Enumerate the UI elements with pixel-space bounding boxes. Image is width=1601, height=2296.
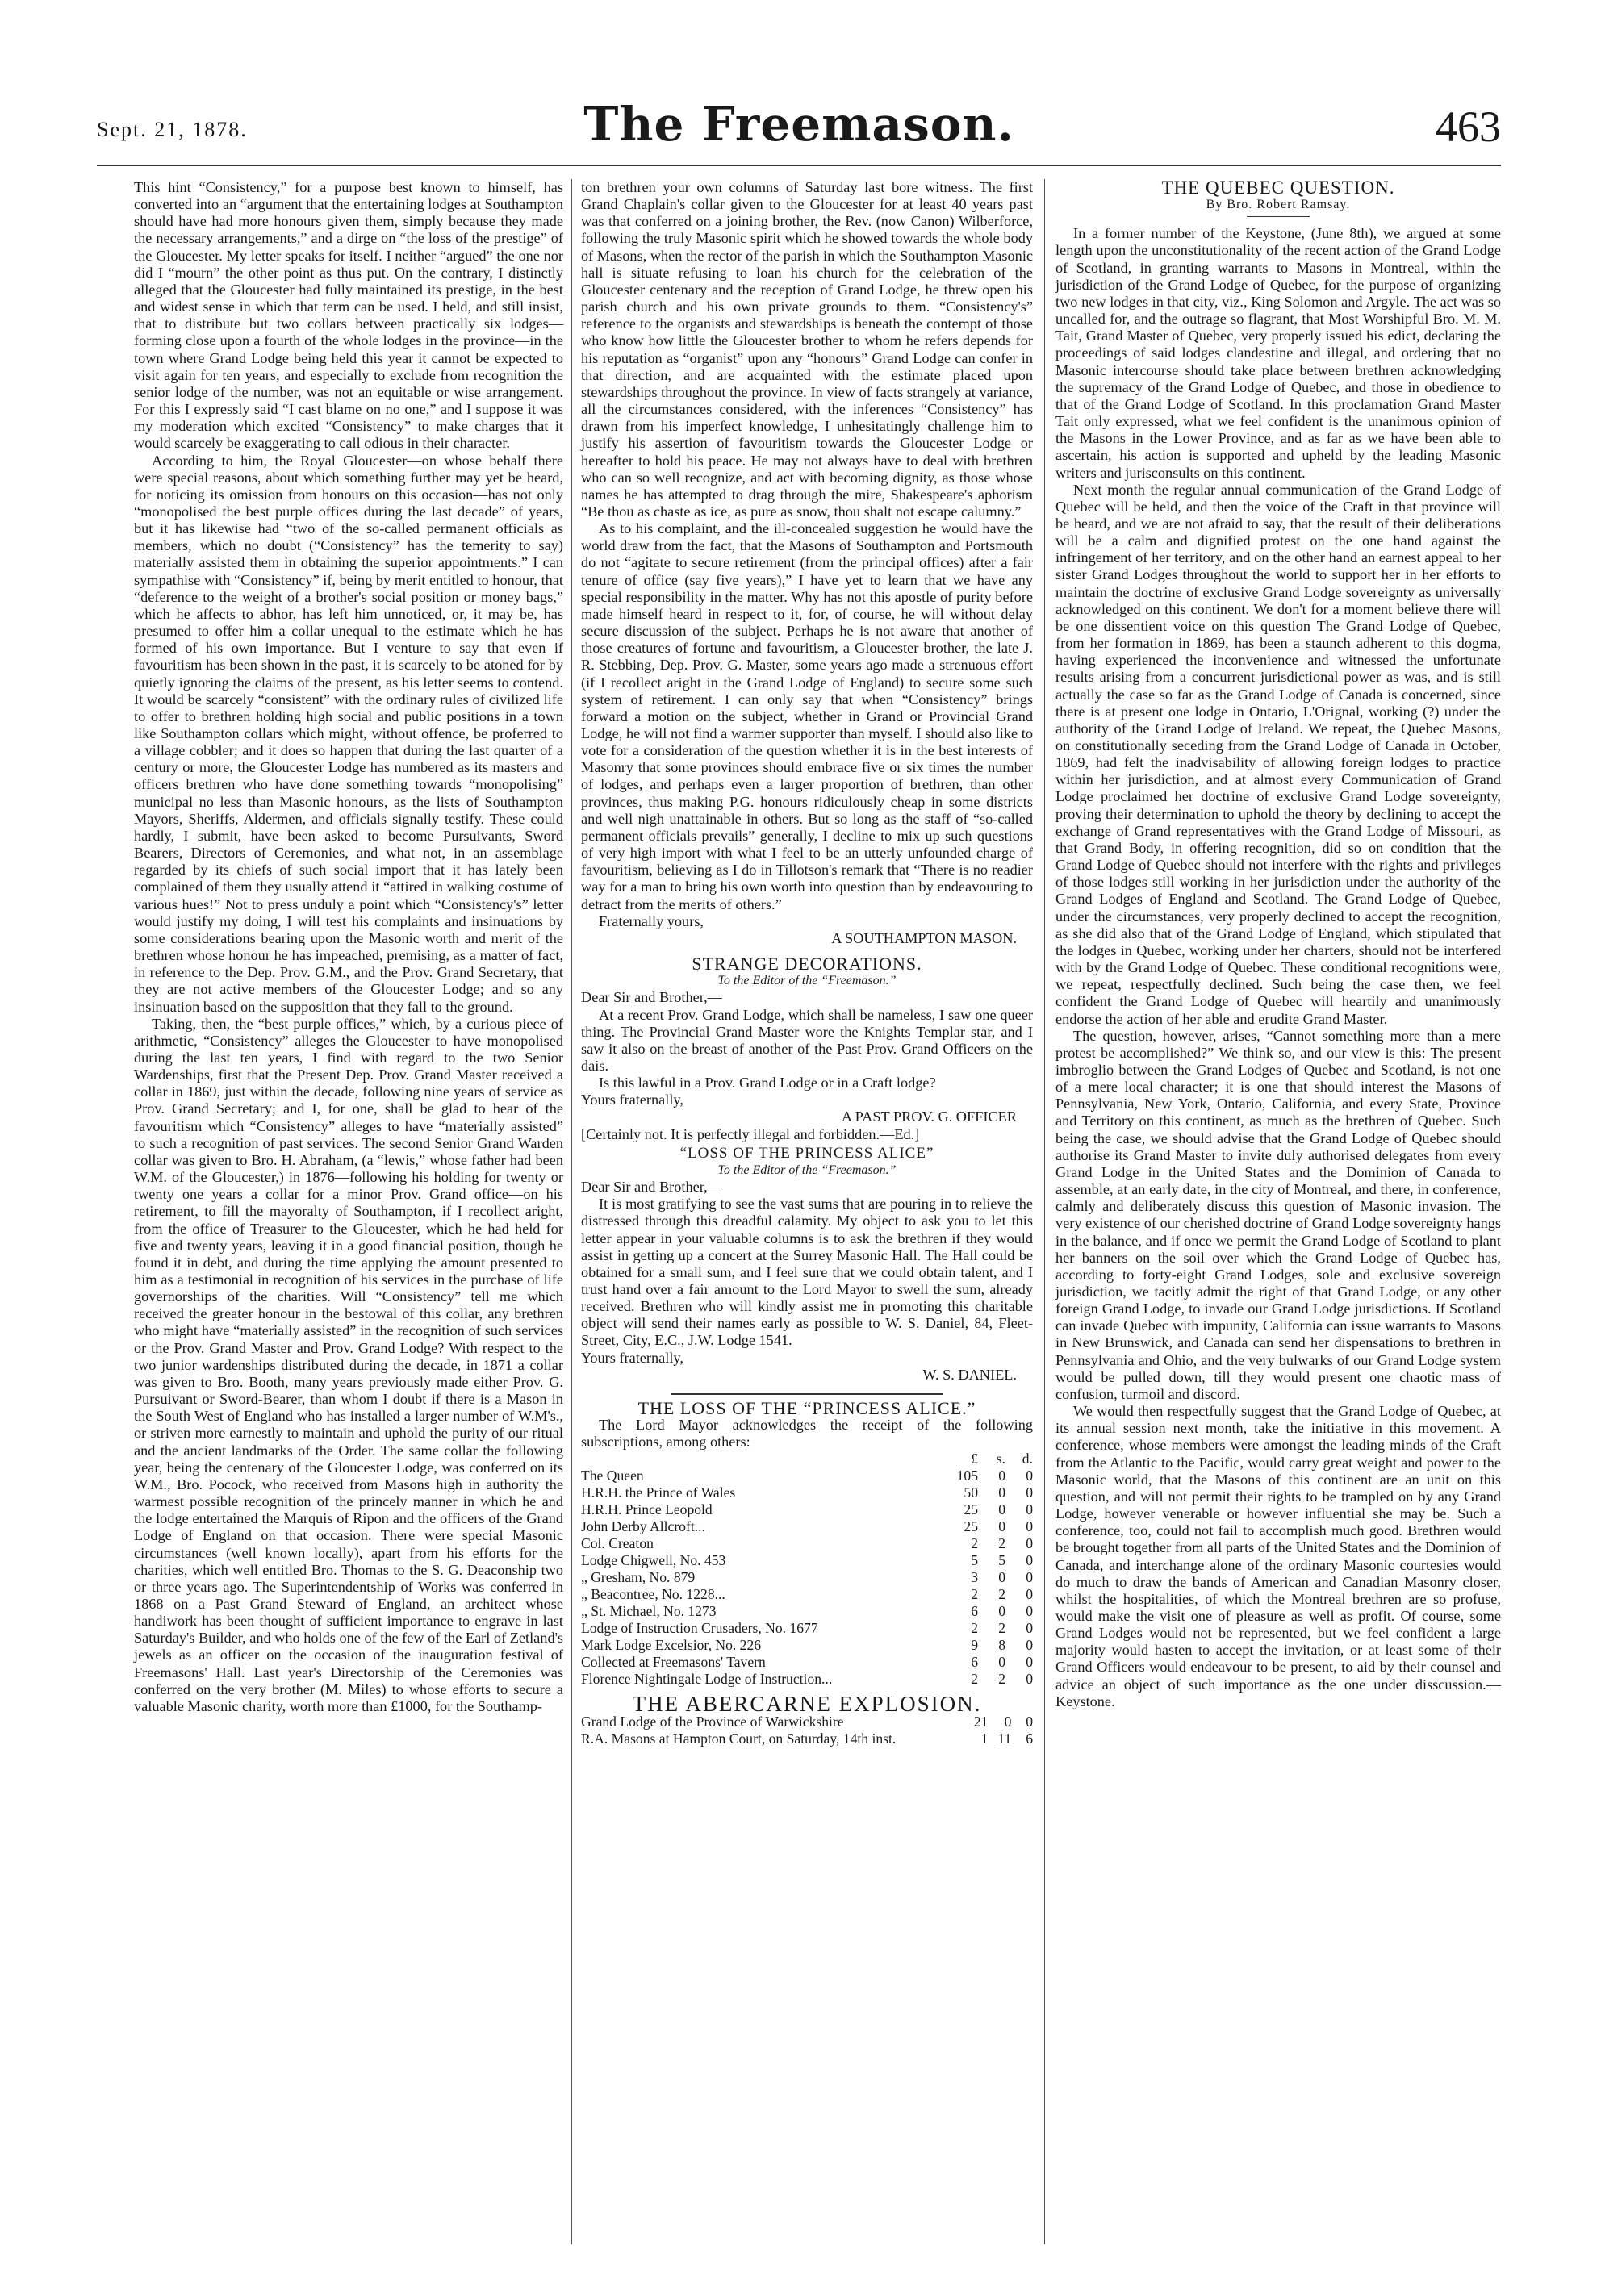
row-name: Lodge of Instruction Crusaders, No. 1677 — [581, 1620, 818, 1637]
masthead-rule — [97, 165, 1501, 166]
row-pence: 0 — [1026, 1518, 1033, 1535]
column-3 — [1055, 179, 1501, 1710]
byline-rule — [1247, 216, 1309, 217]
quebec-paragraph: The question, however, arises, “Cannot something more than a mere protest be accomplished?” We think so, and our view is this: The present imbroglio between the Grand Lodges of Quebec and Scotland, is not one of a mere local character; it is one that should interest the Masons of Pennsylvania, New York, Ontario, California, and every State, Province and Territory on this continent, as much as the brethren of Quebec. Such being the case, we should advise that the Grand Lodge of Quebec should authorise its Grand Master to invite duly authorised delegates from every Grand Lodge in the United States and the Dominion of Canada to assemble, at an early date, in the city of Montreal, and there, in conference, calmly and deliberately discuss this question of Masonic invasion. The very existence of our cherished doctrine of Grand Lodge sovereignty hangs in the balance, and if once we permit the Grand Lodge of Scotland to plant her banners on the soil over which the Grand Lodge of Quebec has, according to forty-eight Grand Lodges, sole and exclusive sovereign jurisdiction, we tacitly admit the right of that Grand Lodge, or any other foreign Grand Lodge, to invade our Grand Lodge jurisdictions. If Scotland can invade Quebec with impunity, California can issue warrants to Masons in New Brunswick, and Canada can send her dispensations to brethren in Pennsylvania and Ohio, and the very bulwarks of our Grand Lodge system would be pulled down, till they would present one chaotic mass of confusion, turmoil and discord. — [1055, 1027, 1501, 1402]
loss-sign-off: Yours fraternally, — [581, 1349, 683, 1366]
row-pence: 0 — [1026, 1569, 1033, 1586]
column-1 — [134, 179, 563, 1715]
row-name: Lodge Chigwell, No. 453 — [581, 1552, 726, 1569]
row-name: Mark Lodge Excelsior, No. 226 — [581, 1637, 762, 1654]
row-pounds: 25 — [964, 1501, 978, 1518]
strange-salutation: Dear Sir and Brother,— — [581, 989, 722, 1006]
row-pounds: 6 — [971, 1603, 978, 1620]
row-pence: 0 — [1026, 1637, 1033, 1654]
loss-letter-heading: “LOSS OF THE PRINCESS ALICE” — [679, 1144, 934, 1162]
row-pence: 0 — [1026, 1713, 1033, 1730]
row-name: Grand Lodge of the Province of Warwickshire — [581, 1713, 844, 1730]
table-row — [581, 1518, 1033, 1535]
table-row — [581, 1586, 1033, 1603]
row-pounds: 21 — [973, 1713, 989, 1730]
row-shillings: 2 — [998, 1586, 1005, 1603]
row-shillings: 0 — [1004, 1713, 1012, 1730]
masthead — [97, 97, 1501, 161]
col1-paragraph: According to him, the Royal Gloucester—on whose behalf there were special reasons, about which something further may yet be heard, for noticing its omission from honours on this occasion—has not only “monopolised the best purple offices during the last decade” of years, but it has likewise had “two of the so-called permanent officials as members, which no doubt (“Consistency” has the temerity to say) materially assisted them in obtaining the superior appointments.” I can sympathise with “Consistency” if, being by merit entitled to honour, that “deference to the weight of a brother's social position or money bags,” which he affects to abhor, has left him unnoticed, or, it may be, has presumed to offer him a collar unequal to the estimate which he has formed of his own importance. But I venture to say that even if favouritism has been shown in the past, it is scarcely to be atoned for by quietly ignoring the claims of the present, as his letter seems to contend. It would be scarcely “consistent” with the ordinary rules of civilized life to offer to brethren holding high social and public positions in a town like Southampton collars which might, without offence, be proferred to a village cobbler; and it does so happen that during the last quarter of a century or more, the Gloucester Lodge has numbered as its masters and officers brethren who have done something towards “monopolising” municipal no less than Masonic honours, as the lists of Southampton Mayors, Sheriffs, Aldermen, and officials signally testify. These could hardly, I submit, have been asked to become Pursuivants, Sword Bearers, Directors of Ceremonies, and what not, in an assemblage regarded by its chiefs of such social import that it has lately been complained of them they usually attend it “attired in walking costume of various hues!” Not to press unduly a point which “Consistency's” letter would justify my doing, I will test his complaints and insinuations by some considerations bearing upon the Masonic worth and merit of the brethren whose honour he has impeached, premising, as a matter of fact, in reference to the Dep. Prov. G.M., and the Prov. Grand Secretary, that they are not active members of the Gloucester Lodge; and so any insinuation based on the supposition that they fall to the ground. — [134, 452, 563, 1015]
table-row — [581, 1730, 1033, 1747]
col2-paragraph: As to his complaint, and the ill-concealed suggestion he would have the world draw from the fact, that the Masons of Southampton and Portsmouth do not “agitate to secure retirement (from the principal offices) after a fair tenure of office (say five years),” I have yet to learn that we have any special responsibility in the matter. Why has not this apostle of purity before made himself heard in respect to it, for, of course, he will without delay secure discussion of the subject. Perhaps he is not aware that another of those creatures of fortune and favouritism, a Gloucester brother, the late J. R. Stebbing, Dep. Prov. G. Master, some years ago made a strenuous effort (if I recollect aright in the Grand Lodge of England) to secure some such system of retirement. I can only say that when “Consistency” brings forward a motion on the subject, whether in Grand or Provincial Grand Lodge, he will not find a warmer supporter than myself. I should also like to vote for a consideration of the question whether it is in the best interests of Masonry that some provinces should embrace five or six times the number of lodges, and perhaps even a larger proportion of brethren, than other provinces, thus making P.G. honours ridiculously cheap in some districts and well nigh unattainable in others. But so long as the staff of “so-called permanent officials prevails” generally, I decline to mix up such questions of very high import with what I feel to be an utterly unfounded charge of favouritism, believing as I do in Tillotson's remark that “There is no readier way for a man to bring his own worth into question than by endeavouring to detract from the merits of others.” — [581, 520, 1033, 912]
row-name: The Queen — [581, 1467, 644, 1484]
column-divider-2 — [1044, 179, 1045, 2244]
abercarne-heading: THE ABERCARNE EXPLOSION. — [632, 1692, 982, 1717]
column-2 — [581, 179, 1033, 1747]
row-shillings: 0 — [998, 1654, 1005, 1671]
subscriptions-heading: THE LOSS OF THE “PRINCESS ALICE.” — [637, 1397, 976, 1418]
loss-body: It is most gratifying to see the vast sums that are pouring in to relieve the distressed through this dreadful calamity. My object to ask you to let this letter appear in your valuable columns is to ask the brethren if they would assist in getting up a concert at the Surrey Masonic Hall. The Hall could be obtained for a small sum, and I feel sure that we could obtain talent, and I trust hand over a fair amount to the Lord Mayor to swell the sum, already received. Brethren who will kindly assist me in promoting this charitable object will send their names early as possible to W. S. Daniel, 84, Fleet-Street, City, E.C., J.W. Lodge 1541. — [581, 1196, 1033, 1349]
table-row — [581, 1484, 1033, 1501]
row-pounds: 2 — [971, 1535, 978, 1552]
loss-to-editor: To the Editor of the “Freemason.” — [717, 1163, 897, 1177]
table-row — [581, 1535, 1033, 1552]
row-leader — [854, 1535, 951, 1552]
row-leader — [854, 1654, 951, 1671]
row-shillings: 0 — [998, 1501, 1005, 1518]
row-pence: 0 — [1026, 1654, 1033, 1671]
row-name: John Derby Allcroft... — [581, 1518, 705, 1535]
row-leader — [854, 1671, 951, 1688]
row-leader — [854, 1603, 951, 1620]
row-name: „ St. Michael, No. 1273 — [581, 1603, 717, 1620]
editor-reply: [Certainly not. It is perfectly illegal and forbidden.—Ed.] — [581, 1125, 920, 1142]
row-pounds: 5 — [971, 1552, 978, 1569]
shillings-header: s. — [996, 1451, 1005, 1467]
row-shillings: 0 — [998, 1518, 1005, 1535]
row-leader — [854, 1569, 951, 1586]
row-shillings: 5 — [998, 1552, 1005, 1569]
subscriptions-body — [581, 1467, 1033, 1688]
abercarne-body — [581, 1714, 1033, 1747]
quebec-paragraph: We would then respectfully suggest that the Grand Lodge of Quebec, at its annual session next month, take the initiative in this movement. A conference, whose members were amongst the leading minds of the Craft from the Atlantic to the Pacific, would carry great weight and power to the Masonic world, that the Masons of this continent are an unit on this question, and will not permit their rights to be trampled on by any Grand Lodge, however venerable or however influential she may be. Such a conference, too, could not fail to accomplish much good. Brethren would be brought together from all parts of the United States and the Dominion of Canada, and interchange alone of the ordinary Masonic courtesies would do much to draw the bands of American and Canadian Masonry closer, whilst the hospitalities, of which the Montreal brethren are so profuse, would make the visit one of pleasure as well as profit. Of course, some Grand Lodges would not be represented, but we feel confident a large majority would hasten to accept the invitation, or at least some of their Grand Officers would endeavour to be present, to aid by their counsel and advice an object of such importance as the one under disscussion.—Keystone. — [1055, 1403, 1501, 1709]
table-row — [581, 1671, 1033, 1688]
row-name: Florence Nightingale Lodge of Instruction... — [581, 1671, 833, 1688]
row-pence: 0 — [1026, 1484, 1033, 1501]
table-row — [581, 1569, 1033, 1586]
row-leader — [854, 1552, 951, 1569]
loss-signature: W. S. DANIEL. — [922, 1366, 1017, 1383]
row-name: Collected at Freemasons' Tavern — [581, 1654, 766, 1671]
column-divider-1 — [571, 179, 572, 2244]
section-rule — [671, 1393, 943, 1395]
quebec-heading: THE QUEBEC QUESTION. — [1161, 177, 1395, 198]
subscriptions-table — [581, 1451, 1033, 1688]
row-pence: 6 — [1026, 1730, 1033, 1747]
table-row — [581, 1467, 1033, 1484]
row-shillings: 8 — [998, 1637, 1005, 1654]
col1-paragraph: Taking, then, the “best purple offices,” which, by a curious piece of arithmetic, “Consistency” alleges the Gloucester to have monopolised during the last ten years, I find with regard to the two Senior Wardenships, first that the Present Dep. Prov. Grand Master received a collar in 1869, just within the decade, following nine years of service as Prov. Grand Secretary; and I, for one, shall be glad to hear of the favouritism which “Consistency” alleges to have “materially assisted” to such a recognition of past services. The second Senior Grand Warden collar was given to Bro. H. Abraham, (a “lewis,” whose father had been W.M. of the Gloucester,) in 1876—following his holding for twenty or twenty one years a collar for a minor Prov. Grand office—on his retirement, to fill the mayoralty of Southampton, if I recollect aright, from the office of Treasurer to the Gloucester, which he had held for five and twenty years, leaving it in a good financial position, though he found it in debt, and during the time applying the amount presented to him as a testimonial in recognition of his services in the purchase of life governorships of the charities. Will “Consistency” tell me which received the greater honour in the bestowal of this collar, any brethren who might have “materially assisted” in the recognition of such services or the Prov. Grand Master and Prov. Grand Lodge? With respect to the two junior wardenships distributed during the decade, in 1871 a collar was given to Bro. Booth, many years previously made either Prov. G. Pursuivant or Sword-Bearer, than whom I doubt if there is a Mason in the South West of England who has installed a larger number of W.M's., or striven more earnestly to maintain and uphold the purity of our ritual and the ancient landmarks of the Order. The same collar the following year, being the centenary of the Gloucester Lodge, was conferred on its W.M., Bro. Pocock, who received from Masons high in authority the warmest possible recognition of the princely manner in which he and the lodge entertained the Marquis of Ripon and the officers of the Grand Lodge of England on that occasion. There were special Masonic circumstances (well known locally), apart from his efforts for the charities, which well entitled Bro. Thomas to the S. G. Deaconship two or three years ago. The Superintendentship of Works was conferred in 1868 on a Past Grand Steward of England, an architect whose handiwork has been thought of sufficient importance to engrave in last Saturday's Builder, and who holds one of the few of the Earl of Zetland's jewels as an officer on the occasion of the inauguration festival of Freemasons' Hall. Last year's Directorship of the Ceremonies was conferred on the very brother (M. Miles) to whose efforts to secure a valuable Masonic charity, worth more than £1000, for the Southamp- — [134, 1015, 563, 1714]
row-pence: 0 — [1026, 1552, 1033, 1569]
loss-salutation: Dear Sir and Brother,— — [581, 1179, 722, 1196]
row-name: Col. Creaton — [581, 1535, 654, 1552]
row-pounds: 6 — [971, 1654, 978, 1671]
row-pence: 0 — [1026, 1586, 1033, 1603]
row-pounds: 2 — [971, 1671, 978, 1688]
table-row — [581, 1654, 1033, 1671]
row-name: H.R.H. the Prince of Wales — [581, 1484, 736, 1501]
strange-signature: A PAST PROV. G. OFFICER — [841, 1108, 1017, 1125]
row-leader — [854, 1637, 951, 1654]
row-pence: 0 — [1026, 1535, 1033, 1552]
quebec-paragraph: Next month the regular annual communication of the Grand Lodge of Quebec will be held, and then the voice of the Craft in that province will be heard, and we are not afraid to say, that the result of their deliberations will be a calm and dignified protest on the one hand against the infringement of her territory, and on the other hand an earnest appeal to her sister Grand Lodges throughout the world to support her in her efforts to maintain the doctrine of exclusive Grand Lodge sovereignty as universally acknowledged on this continent. We don't for a moment believe there will be one dissentient voice on this question The Grand Lodge of Quebec, from her formation in 1869, has been a staunch adherent to this dogma, having experienced the inconvenience and witnessed the unfortunate results arising from a concurrent jurisdictional power as was, and is still actually the case so far as the Grand Lodge of Canada is concerned, since there is at present one lodge in Ontario, L'Orignal, working (?) under the authority of the Grand Lodge of Ireland. We repeat, the Quebec Masons, on constitutionally seceding from the Grand Lodge of Canada in October, 1869, had felt the inadvisability of allowing foreign lodges to practice within her jurisdiction, and at almost every Communication of Grand Lodge proclaimed her doctrine of exclusive Grand Lodge sovereignty, proving their determination to uphold the theory by declining to accept the exchange of Grand representatives with the Grand Lodge of Missouri, as that Grand Body, in offering recognition, did so on condition that the Grand Lodge of Quebec should not interfere with the rights and privileges of those lodges still working in her jurisdiction under the authority of the Grand Lodges of England and Scotland. The Grand Lodge of Quebec, under the circumstances, very properly declined to accept the recognition, as she did also that of the Grand Lodge of England, which stipulated that the lodges in Quebec, working under her charters, should not be interfered with by the Grand Lodge of Quebec. These conditional recognitions were, we repeat, respectfully declined. Such being the case then, we feel confident the Grand Lodge of Quebec will heartily and unanimously endorse the action of her able and erudite Grand Master. — [1055, 481, 1501, 1027]
table-row — [581, 1603, 1033, 1620]
strange-body: At a recent Prov. Grand Lodge, which shall be nameless, I saw one queer thing. The Provincial Grand Master wore the Knights Templar star, and I saw it also on the breast of another of the Past Prov. Grand Officers on the dais. — [581, 1006, 1033, 1074]
issue-date: Sept. 21, 1878. — [97, 118, 248, 141]
row-pence: 0 — [1026, 1467, 1033, 1484]
row-pounds: 1 — [980, 1730, 989, 1747]
row-leader — [854, 1620, 951, 1637]
row-leader — [854, 1586, 951, 1603]
table-row — [581, 1620, 1033, 1637]
row-leader — [854, 1484, 951, 1501]
row-pence: 0 — [1026, 1671, 1033, 1688]
letter-sign-off: Fraternally yours, — [599, 912, 704, 929]
row-name: H.R.H. Prince Leopold — [581, 1501, 713, 1518]
row-shillings: 11 — [997, 1730, 1012, 1747]
strange-question: Is this lawful in a Prov. Grand Lodge or in a Craft lodge? — [599, 1075, 936, 1092]
row-pence: 0 — [1026, 1501, 1033, 1518]
row-leader — [854, 1501, 951, 1518]
table-row — [581, 1501, 1033, 1518]
row-shillings: 0 — [998, 1569, 1005, 1586]
row-pounds: 2 — [971, 1620, 978, 1637]
newspaper-title: The Freemason. — [583, 97, 1014, 152]
row-shillings: 0 — [998, 1603, 1005, 1620]
row-pence: 0 — [1026, 1620, 1033, 1637]
row-pounds: 3 — [971, 1569, 978, 1586]
row-name: „ Beacontree, No. 1228... — [581, 1586, 725, 1603]
row-pence: 0 — [1026, 1603, 1033, 1620]
row-shillings: 2 — [998, 1535, 1005, 1552]
row-pounds: 50 — [964, 1484, 978, 1501]
row-shillings: 2 — [998, 1620, 1005, 1637]
row-shillings: 0 — [998, 1484, 1005, 1501]
quebec-byline: By Bro. Robert Ramsay. — [1206, 198, 1351, 212]
quebec-paragraph: In a former number of the Keystone, (June 8th), we argued at some length upon the unconstitutionality of the recent action of the Grand Lodge of Scotland, in granting warrants to Masons in Montreal, within the jurisdiction of the Grand Lodge of Quebec, for the purpose of organizing two new lodges in that city, viz., King Solomon and Argyle. The act was so uncalled for, and the outrage so flagrant, that Most Worshipful Bro. M. M. Tait, Grand Master of Quebec, very properly issued his edict, declaring the proceedings of said lodges clandestine and illegal, and ordering that no Masonic intercourse should take place between brethren acknowledging the supremacy of the Grand Lodge of Quebec, and those in obedience to that of the Grand Lodge of Scotland. In this proclamation Grand Master Tait only expressed, what we feel confident is the unanimous opinion of the Masons in the Lower Province, and as far as we have been able to ascertain, his action is supported and upheld by the leading Masonic writers and jurisconsults on this continent. — [1055, 225, 1501, 481]
table-row — [581, 1552, 1033, 1569]
row-pounds: 2 — [971, 1586, 978, 1603]
row-shillings: 2 — [998, 1671, 1005, 1688]
col1-paragraph: This hint “Consistency,” for a purpose best known to himself, has converted into an “argument that the entertaining lodges at Southampton should have had more honours given them, simply because they made the necessary arrangements,” and a dirge on “the loss of the prestige” of the Gloucester. My letter speaks for itself. I neither “argued” the one nor did I “mourn” the other point as thus put. On the contrary, I distinctly alleged that the Gloucester had fully maintained its prestige, in the best and widest sense in which that term can be used. I held, and still insist, that to distribute but two collars between practically six lodges—forming close upon a fourth of the whole lodges in the province—in the town where Grand Lodge being held this year it cannot be expected to visit again for ten years, and especially to exclude from recognition the senior lodge of the number, was not an equitable or wise arrangement. For this I expressly said “I cast blame on no one,” and I suppose it was my moderation which excited “Consistency” to make charges that it would scarcely be exaggerating to call odious in their character. — [134, 179, 563, 452]
row-shillings: 0 — [998, 1467, 1005, 1484]
row-leader — [854, 1467, 951, 1484]
row-pounds: 105 — [956, 1467, 978, 1484]
row-pounds: 9 — [971, 1637, 978, 1654]
currency-header-row — [581, 1451, 1033, 1467]
abercarne-table — [581, 1714, 1033, 1747]
col2-paragraph: ton brethren your own columns of Saturday last bore witness. The first Grand Chaplain's collar given to the Gloucester for at least 40 years past was that conferred on a joining brother, the Rev. (now Canon) Wilberforce, following the truly Masonic spirit which he showed towards the whole body of Masons, when the rector of the parish in which the Southampton Masonic hall is situate refusing to loan his church for the celebration of the Gloucester centenary and the reception of Grand Lodge, he threw open his parish church and his own private grounds to them. “Consistency's” reference to the organists and stewardships is beneath the contempt of those who know how little the Gloucester brother to whom he refers depends for his reputation as “organist” upon any “honours” Grand Lodge can confer in that direction, and are acquainted with the estimate placed upon stewardships throughout the province. In view of facts strangely at variance, all the circumstances considered, with the inferences “Consistency” has drawn from his imperfect knowledge, I unhesitatingly challenge him to justify his assertion of favouritism towards the Gloucester Lodge or hereafter to hold his peace. He may not always have to deal with brethren who can so well recognize, and act with becoming dignity, as those whose names he has attempted to drag through the mire, Shakespeare's aphorism “Be thou as chaste as ice, as pure as snow, thou shalt not escape calumny.” — [581, 179, 1034, 520]
row-name: „ Gresham, No. 879 — [581, 1569, 696, 1586]
table-row — [581, 1637, 1033, 1654]
strange-sign-off: Yours fraternally, — [581, 1092, 683, 1108]
pounds-header: £ — [971, 1451, 978, 1467]
row-pounds: 25 — [964, 1518, 978, 1535]
letter-signature: A SOUTHAMPTON MASON. — [831, 929, 1017, 946]
strange-decorations-heading: STRANGE DECORATIONS. — [692, 954, 922, 975]
strange-to-editor: To the Editor of the “Freemason.” — [717, 974, 897, 988]
pence-header: d. — [1022, 1451, 1033, 1467]
row-leader — [896, 1730, 964, 1747]
subscriptions-intro: The Lord Mayor acknowledges the receipt of the following subscriptions, among others: — [581, 1417, 1033, 1451]
row-name: R.A. Masons at Hampton Court, on Saturday, 14th inst. — [581, 1730, 897, 1747]
row-leader — [854, 1518, 951, 1535]
page-number: 463 — [1436, 102, 1501, 151]
